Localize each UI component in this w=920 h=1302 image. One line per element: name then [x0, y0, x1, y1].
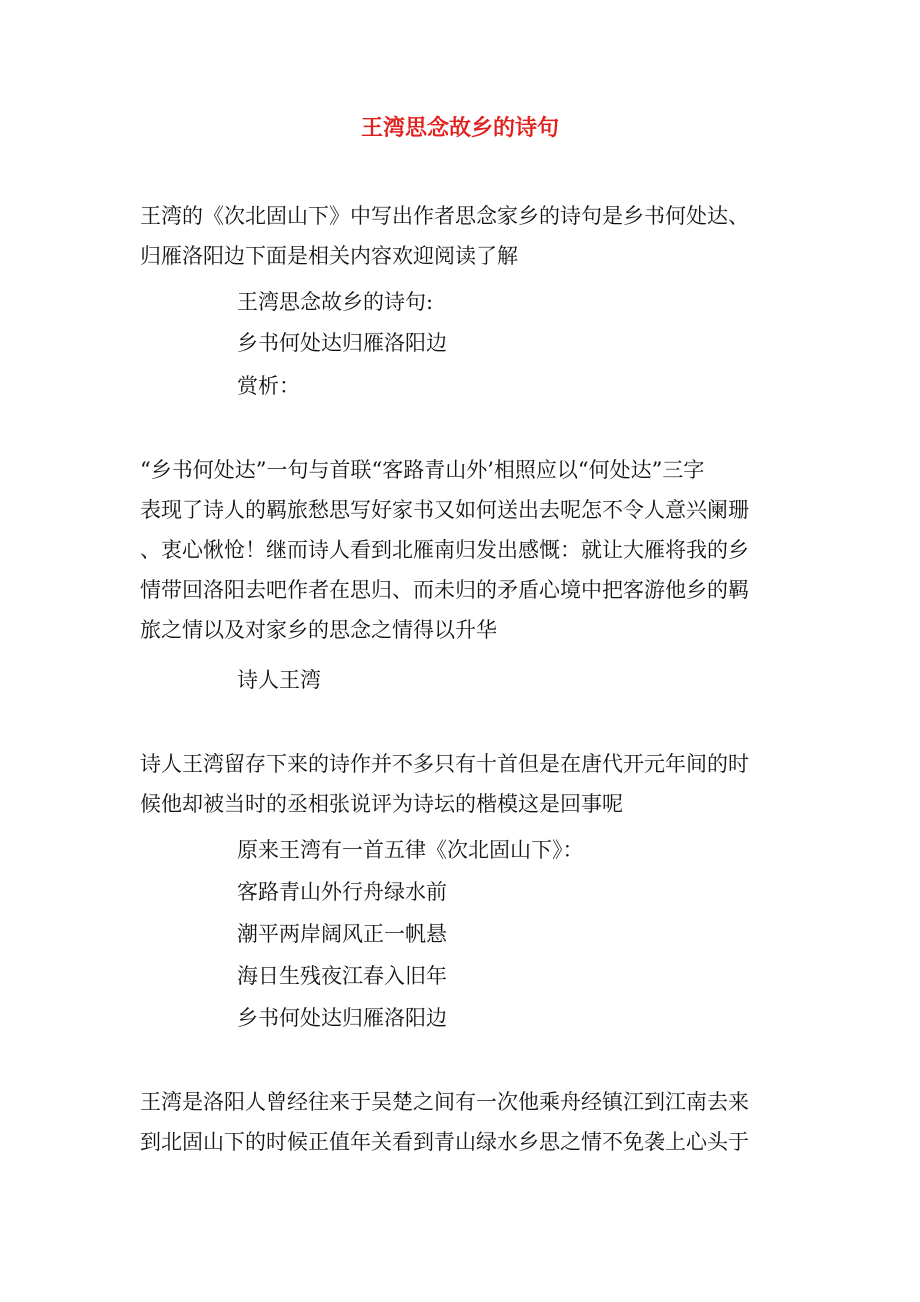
paragraph-line: 候他却被当时的丞相张说评为诗坛的楷模这是回事呢	[140, 792, 623, 816]
paragraph-line: 旅之情以及对家乡的思念之情得以升华	[140, 618, 497, 642]
poem-line: 乡书何处达归雁洛阳边	[237, 331, 447, 355]
poem-verse: 乡书何处达归雁洛阳边	[237, 1006, 447, 1030]
poem-verse: 海日生残夜江春入旧年	[237, 964, 447, 988]
story-paragraph	[140, 1082, 790, 1162]
poem-verse: 客路青山外行舟绿水前	[237, 880, 447, 904]
poem-intro: 原来王湾有一首五律《次北固山下》：	[237, 838, 584, 862]
poet-heading: 诗人王湾	[237, 668, 321, 692]
poem-verse: 潮平两岸阔风正一帆悬	[237, 922, 447, 946]
document-title: 王湾思念故乡的诗句	[360, 115, 559, 141]
intro-paragraph	[140, 196, 790, 276]
paragraph-line: 到北固山下的时候正值年关看到青山绿水乡思之情不免袭上心头于	[140, 1130, 749, 1154]
paragraph-line: 王湾的《次北固山下》中写出作者思念家乡的诗句是乡书何处达、	[140, 204, 749, 228]
paragraph-line: 表现了诗人的羁旅愁思写好家书又如何送出去呢怎不令人意兴阑珊	[140, 498, 749, 522]
poet-paragraph	[140, 744, 790, 824]
appreciation-heading: 赏析：	[237, 374, 300, 398]
paragraph-line: 归雁洛阳边下面是相关内容欢迎阅读了解	[140, 244, 518, 268]
poem-heading: 王湾思念故乡的诗句:	[237, 290, 434, 314]
paragraph-line: 情带回洛阳去吧作者在思归、而未归的矛盾心境中把客游他乡的羁	[140, 578, 749, 602]
appreciation-paragraph	[140, 450, 790, 650]
paragraph-line: 王湾是洛阳人曾经往来于吴楚之间有一次他乘舟经镇江到江南去来	[140, 1090, 749, 1114]
paragraph-line: “乡书何处达”一句与首联“客路青山外’相照应以“何处达”三字	[140, 458, 705, 482]
paragraph-line: 、衷心愀怆！继而诗人看到北雁南归发出感慨：就让大雁将我的乡	[140, 538, 749, 562]
paragraph-line: 诗人王湾留存下来的诗作并不多只有十首但是在唐代开元年间的时	[140, 752, 749, 776]
